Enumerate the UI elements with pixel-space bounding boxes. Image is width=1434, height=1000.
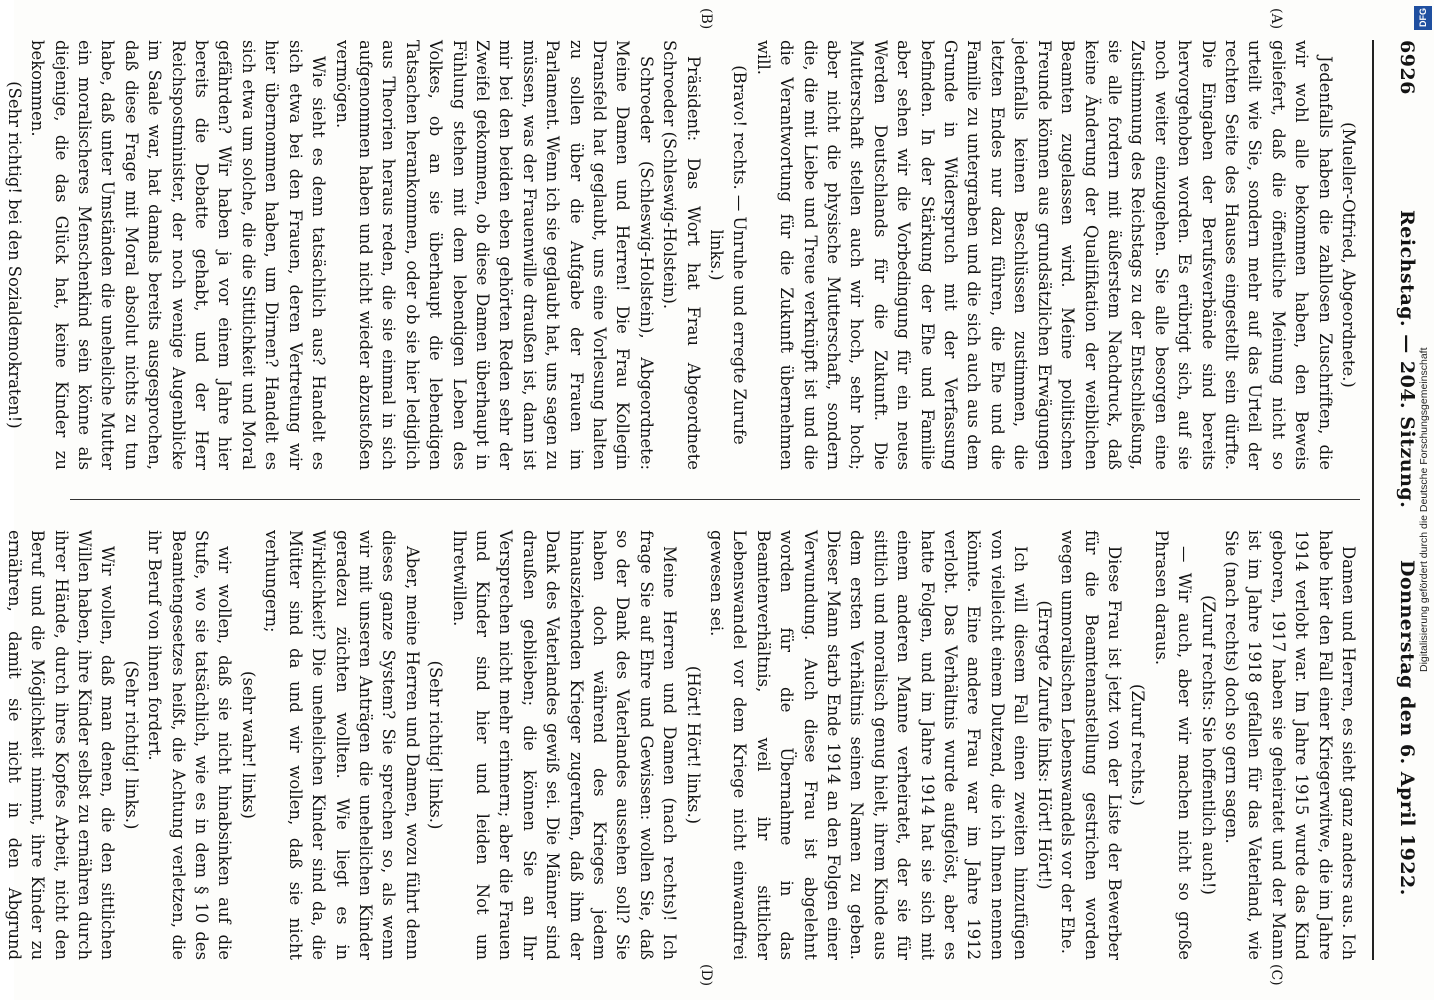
- dfg-logo: DFG: [1414, 6, 1432, 30]
- interjection: (Sehr richtig! links.): [121, 660, 141, 830]
- interjection: (Sehr richtig! bei den Sozialdemokraten!): [4, 81, 24, 429]
- paragraph: Präsident: Das Wort hat Frau Abgeordnete Schroeder (Schleswig-Holstein).: [660, 40, 703, 470]
- paragraph: Ich will diesem Fall einen zweiten hinzufügen von vielleicht einem Dutzend, die ich Ihnen nennen könnte. Eine andere Frau war im Jahre 1912 verlobt. Das Verhältnis wurde aufgelöst, aber es hatte Folgen, und im Jahre 1914 hat sie sich mit einem anderen Manne verheiratet, der sie für sittlich und moralisch genug hielt, ihrem Kinde aus dem ersten Verhältnis seinen Namen zu geben. Dieser Mann starb Ende 1914 an den Folgen einer Verwundung. Auch diese Frau ist abgelehnt worden für die Übernahme in das Beamtenverhältnis, weil ihr sittlicher Lebenswandel vor dem Kriege nicht einwandfrei gewesen sei.: [707, 530, 1031, 960]
- margin-marker-a: (A): [1268, 8, 1284, 30]
- margin-marker-d: (D): [698, 964, 714, 987]
- interjection: (Zuruf rechts: Sie hoffentlich auch!): [1198, 595, 1218, 895]
- interjection: (Hört! Hört! links.): [683, 665, 703, 825]
- paragraph: Wie sieht es denn tatsächlich aus? Handelt es sich etwa bei den Frauen, deren Vertretung wir hier übernommen haben, um Dirnen? Handelt es sich etwa um solche, die die Sittlichkeit und Moral gefährden? Wir haben ja vor einem Jahre hier bereits die Debatte gehabt, und der Herr Reichspostminister, der noch wenige Augenblicke im Saale war, hat damals bereits ausgesprochen, daß diese Frage mit Moral absolut nichts zu tun habe, daß unter Umständen die uneheliche Mutter ein moralischeres Menschenkind sein könne als diejenige, die das Glück hat, keine Kinder zu bekommen.: [28, 40, 329, 470]
- column-separator: [70, 499, 1360, 500]
- header-rule: [1372, 40, 1374, 960]
- interjection: (Erregte Zurufe links: Hört! Hört!): [1034, 600, 1054, 890]
- margin-marker-b: (B): [698, 8, 714, 30]
- interjection: (Sehr richtig! links.): [426, 660, 446, 830]
- paragraph: Damen und Herren, es sieht ganz anders aus. Ich habe hier den Fall einer Kriegerwitwe, die im Jahre 1914 verlobt war. Im Jahre 1915 wurde das Kind geboren, 1917 haben sie geheiratet und der Mann ist im Jahre 1918 gefallen für das Vaterland, wie Sie (nach rechts) doch so gern sagen.: [1221, 530, 1358, 960]
- margin-marker-c: (C): [1268, 964, 1284, 986]
- digitization-credit: Digitalisierung gefördert durch die Deutsche Forschungsgemeinschaft: [1418, 347, 1430, 673]
- session-date: Donnerstag den 6. April 1922.: [1396, 560, 1418, 896]
- paragraph: Meine Herren und Damen (nach rechts)! Ich frage Sie auf Ehre und Gewissen: wollen Sie, daß so der Dank des Vaterlandes aussehen soll? Sie haben doch während des Krieges jedem hinausziehenden Krieger zugerufen, daß ihm der Dank des Vaterlandes gewiß sei. Die Männer sind draußen geblieben; die können Sie an Ihr Versprechen nicht mehr erinnern; aber die Frauen und Kinder sind hier und leiden Not um Ihretwillen.: [449, 530, 680, 960]
- interjection: (Bravo! rechts. — Unruhe und erregte Zurufe links.): [707, 65, 750, 445]
- paragraph: — Wir auch, aber wir machen nicht so große Phrasen daraus.: [1151, 530, 1195, 960]
- page-number: 6926: [1396, 40, 1418, 95]
- paragraph: Jedenfalls haben die zahllosen Zuschriften, die wir wohl alle bekommen haben, den Beweis geliefert, daß die öffentliche Meinung nicht so urteilt wie Sie, sondern mehr auf das Urteil der rechten Seite des Hauses eingestellt sein dürfte. Die Eingaben der Berufsverbände sind bereits hervorgehoben worden. Es erübrigt sich, auf sie noch weiter einzugehen. Sie alle besorgen eine Zustimmung des Reichstags zu der Entschließung, sie alle fordern mit äußerstem Nachdruck, daß keine Änderung der Qualifikation der weiblichen Beamten zugelassen wird. Meine politischen Freunde können aus grundsätzlichen Erwägungen jedenfalls keinen Beschlüssen zustimmen, die letzten Endes nur dazu führen, die Ehe und die Familie zu untergraben und die sich auch aus dem Grunde in Widerspruch mit der Verfassung befinden. In der Stärkung der Ehe und Familie aber sehen wir die Vorbedingung für ein neues Werden Deutschlands für die Zukunft. Die Mutterschaft stellen auch wir hoch, sehr hoch; aber nicht die physische Mutterschaft, sondern die, die mit Liebe und Treue verknüpft ist und die die Verantwortung für die Zukunft übernehmen will.: [753, 40, 1335, 470]
- left-text-column: [4, 40, 1360, 470]
- paragraph: wir wollen, daß sie nicht hinabsinken auf die Stufe, wo sie tatsächlich, wie es in dem § 10 des Beamtengesetzes heißt, die Achtung verletzen, die ihr Beruf von ihnen fordert.: [145, 530, 235, 960]
- interjection: (Zuruf rechts.): [1128, 684, 1148, 806]
- interjection: (sehr wahr! links): [238, 671, 258, 819]
- speaker-line: (Mueller-Otfried, Abgeordnete.): [1339, 122, 1358, 388]
- paragraph: Aber, meine Herren und Damen, wozu führt denn dieses ganze System? Sie sprechen so, als wenn wir mit unseren Anträgen die unehelichen Kinder geradezu züchten wollten. Wie liegt es in Wirklichkeit? Die unehelichen Kinder sind da, die Mütter sind da und wir wollen, daß sie nicht verhungern;: [262, 530, 422, 960]
- paragraph: Schroeder (Schleswig-Holstein), Abgeordnete: Meine Damen und Herren! Die Frau Kollegin Dransfeld hat geglaubt, uns eine Vorlesung halten zu sollen über die Aufgabe der Frauen im Parlament. Wenn ich sie geglaubt hat, uns sagen zu müssen, was der Frauenwille draußen ist, dann ist mir bei den beiden eben gehörten Reden sehr der Zweifel gekommen, ob diese Damen überhaupt in Fühlung stehen mit dem lebendigen Leben des Volkes, ob an sie überhaupt die lebendigen Tatsachen herankommen, oder ob sie hier lediglich aus Theorien heraus reden, die sie einmal in sich aufgenommen haben und nicht wieder abzustoßen vermögen.: [332, 40, 656, 470]
- rotated-scan-page: [4, 0, 1434, 1000]
- session-title: Reichstag. — 204. Sitzung.: [1396, 210, 1418, 509]
- paragraph: Wir wollen, daß man denen, die den sittlichen Willen haben, ihre Kinder selbst zu ernähren durch ihrer Hände, durch ihres Kopfes Arbeit, nicht den Beruf und die Möglichkeit nimmt, ihre Kinder zu ernähren, damit sie nicht in den Abgrund: [4, 530, 118, 960]
- right-text-column: [4, 530, 1360, 960]
- paragraph: Diese Frau ist jetzt von der Liste der Bewerber für die Beamtenanstellung gestrichen worden wegen unmoralischen Lebenswandels vor der Ehe.: [1058, 530, 1124, 960]
